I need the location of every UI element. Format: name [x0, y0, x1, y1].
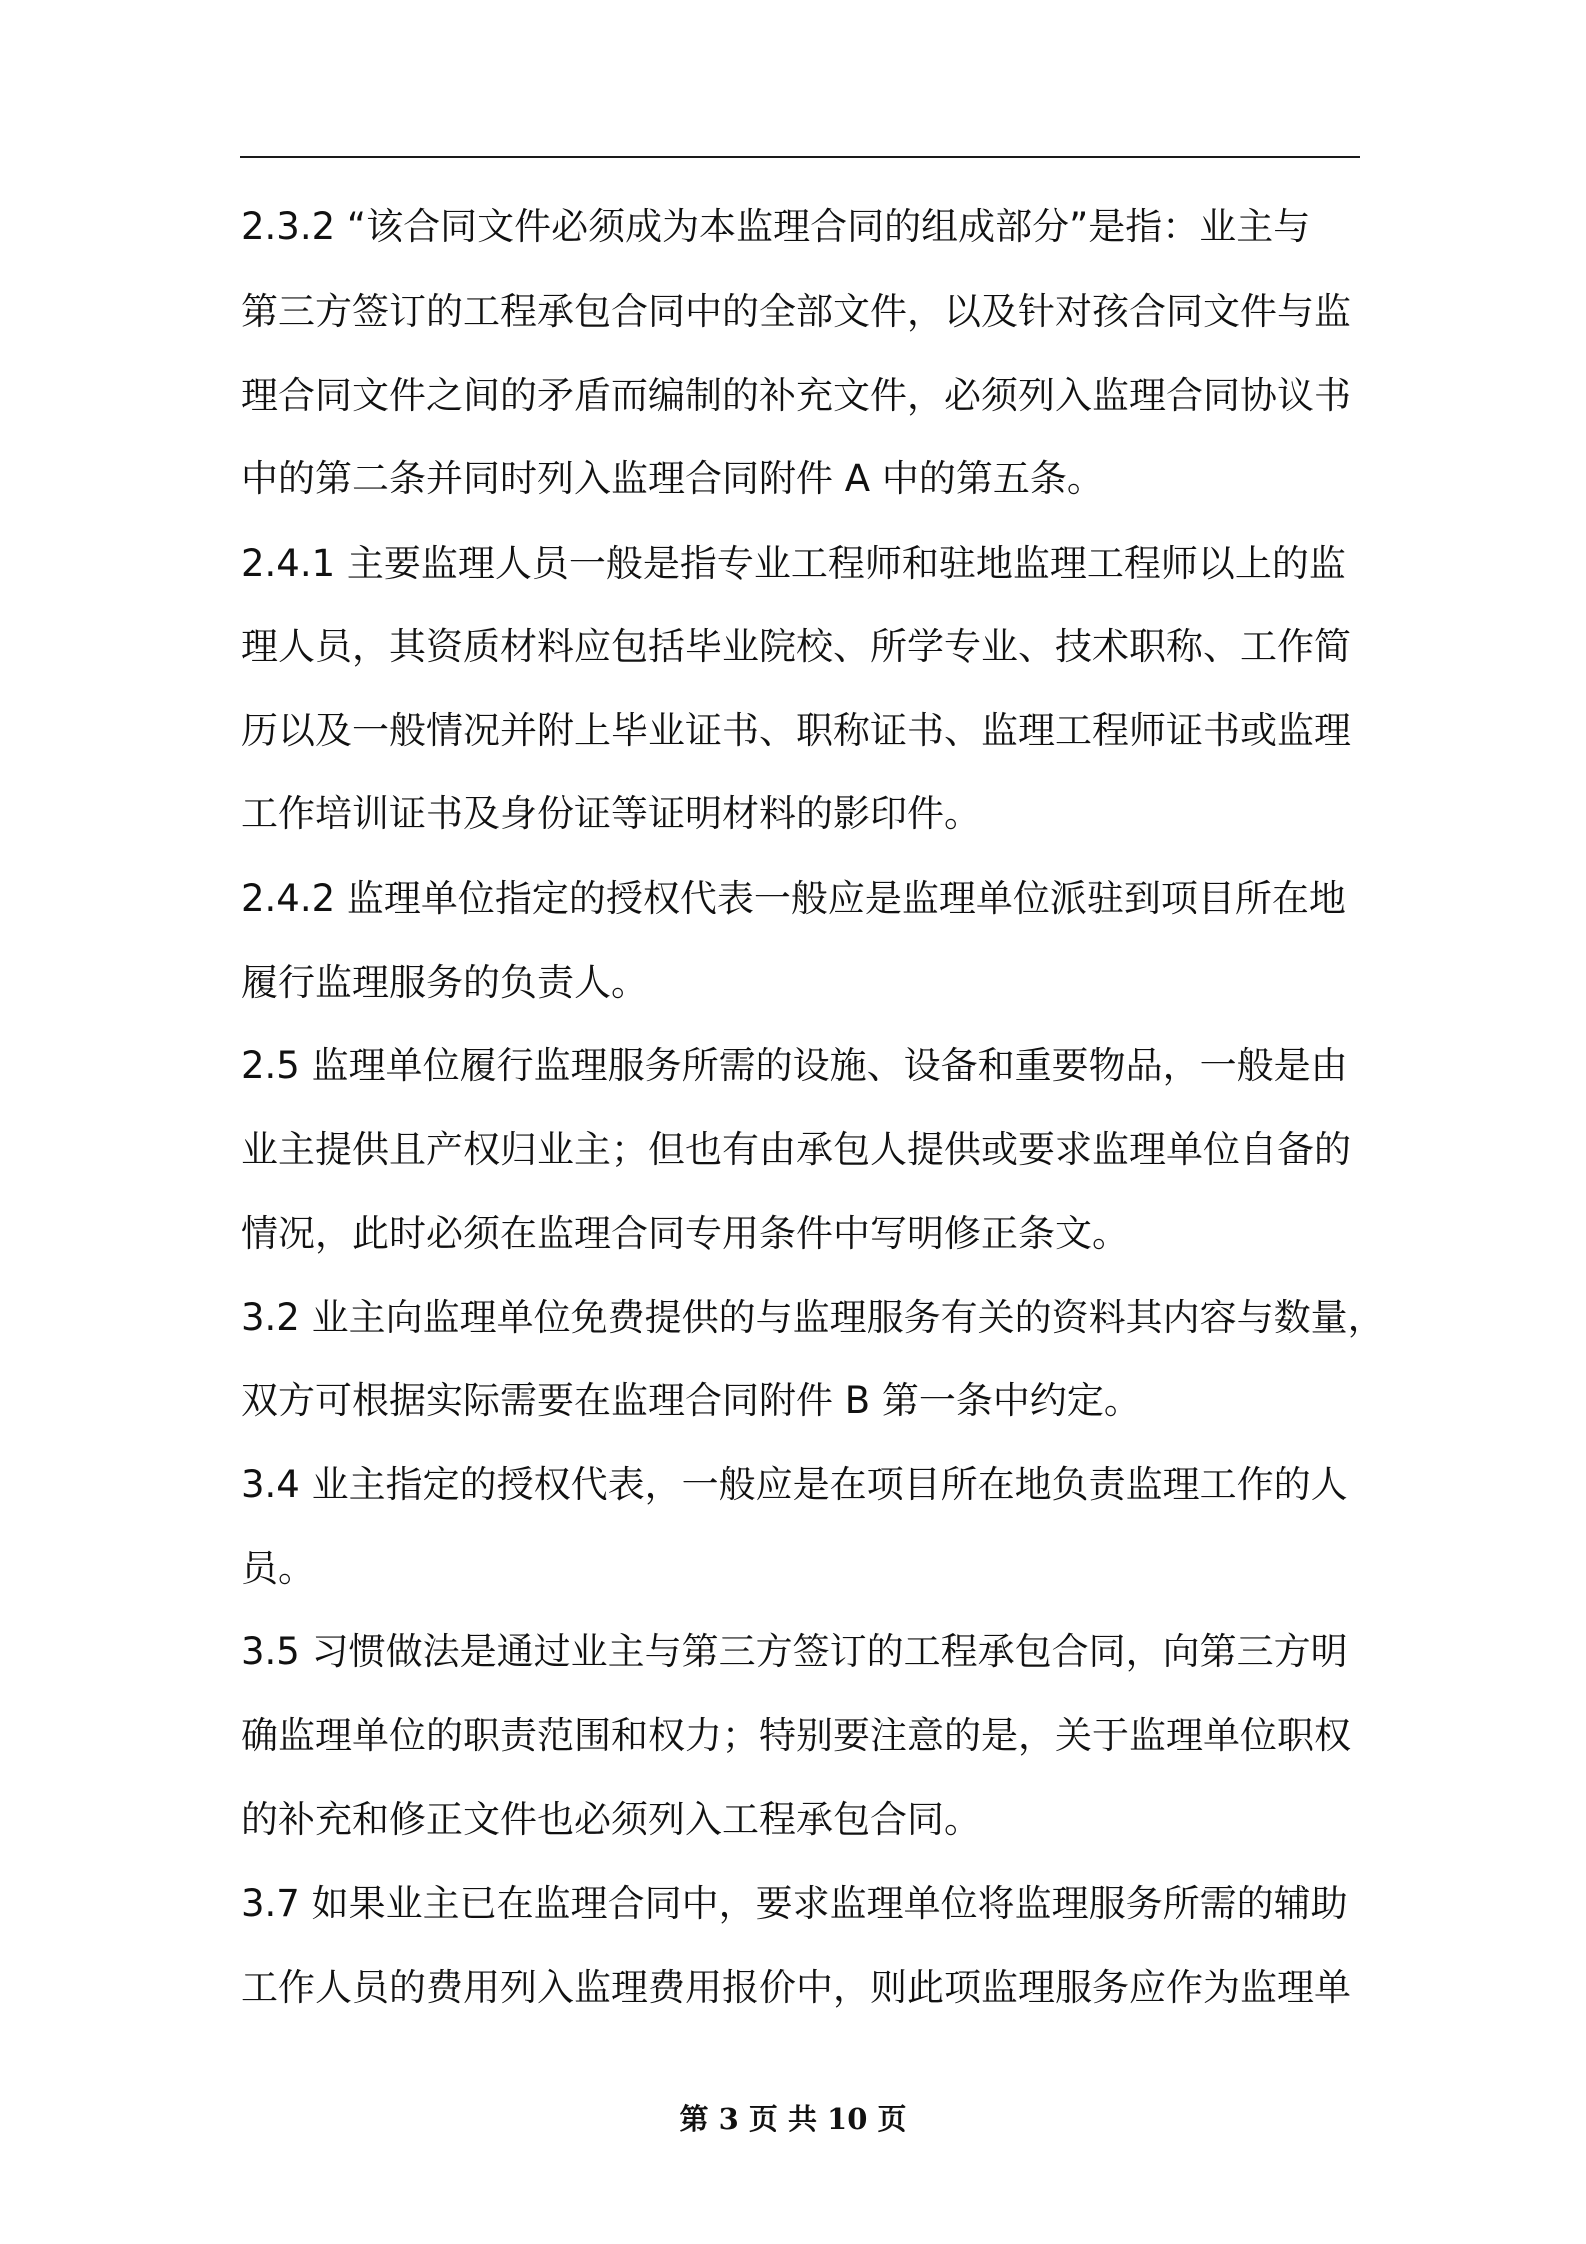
- text-line: 3.4 业主指定的授权代表，一般应是在项目所在地负责监理工作的人: [241, 1463, 1348, 1506]
- text-line: 中的第二条并同时列入监理合同附件 A 中的第五条。: [241, 457, 1104, 500]
- text-line: 3.7 如果业主已在监理合同中，要求监理单位将监理服务所需的辅助: [241, 1882, 1348, 1925]
- text-line: 2.3.2 “该合同文件必须成为本监理合同的组成部分”是指：业主与: [241, 205, 1311, 248]
- text-line: 2.4.1 主要监理人员一般是指专业工程师和驻地监理工程师以上的监: [241, 542, 1346, 585]
- text-line: 理合同文件之间的矛盾而编制的补充文件，必须列入监理合同协议书: [241, 374, 1351, 417]
- text-line: 工作培训证书及身份证等证明材料的影印件。: [241, 792, 981, 835]
- text-line: 理人员，其资质材料应包括毕业院校、所学专业、技术职称、工作简: [241, 625, 1351, 668]
- text-line: 历以及一般情况并附上毕业证书、职称证书、监理工程师证书或监理: [241, 709, 1351, 752]
- text-line: 确监理单位的职责范围和权力；特别要注意的是，关于监理单位职权: [241, 1714, 1351, 1757]
- text-line: 的补充和修正文件也必须列入工程承包合同。: [241, 1798, 981, 1841]
- text-line: 3.5 习惯做法是通过业主与第三方签订的工程承包合同，向第三方明: [241, 1630, 1348, 1673]
- text-line: 双方可根据实际需要在监理合同附件 B 第一条中约定。: [241, 1379, 1141, 1422]
- page-number-footer: 第 3 页 共 10 页: [679, 2102, 907, 2136]
- text-line: 3.2 业主向监理单位免费提供的与监理服务有关的资料其内容与数量，: [241, 1296, 1385, 1339]
- text-line: 业主提供且产权归业主；但也有由承包人提供或要求监理单位自备的: [241, 1128, 1351, 1171]
- text-line: 情况，此时必须在监理合同专用条件中写明修正条文。: [241, 1212, 1129, 1255]
- text-line: 履行监理服务的负责人。: [241, 961, 648, 1004]
- header-rule: [240, 156, 1360, 158]
- text-line: 2.5 监理单位履行监理服务所需的设施、设备和重要物品，一般是由: [241, 1044, 1348, 1087]
- text-line: 2.4.2 监理单位指定的授权代表一般应是监理单位派驻到项目所在地: [241, 877, 1346, 920]
- text-line: 第三方签订的工程承包合同中的全部文件，以及针对孩合同文件与监: [241, 290, 1351, 333]
- text-line: 员。: [241, 1547, 315, 1590]
- text-line: 工作人员的费用列入监理费用报价中，则此项监理服务应作为监理单: [241, 1966, 1351, 2009]
